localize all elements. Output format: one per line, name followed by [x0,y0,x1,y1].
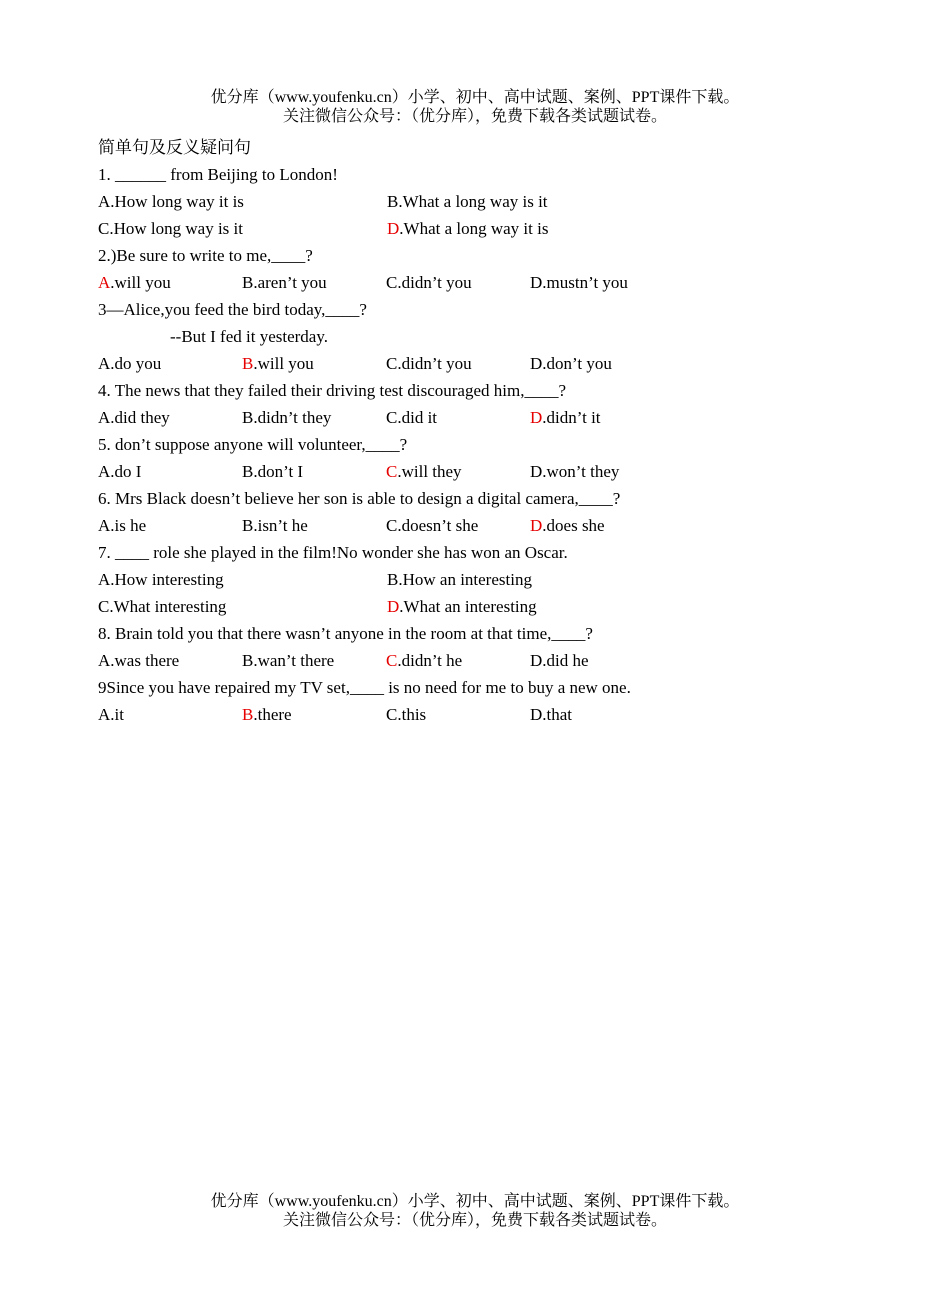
option-letter: A [98,651,111,670]
footer-line-1: 优分库（www.youfenku.cn）小学、初中、高中试题、案例、PPT课件下载。 [210,1193,740,1210]
option-c [386,458,530,485]
option-text: .do I [110,462,142,481]
option-letter: D [530,462,543,481]
option-text: .isn’t he [253,516,308,535]
answer-letter: C [386,651,398,670]
option-row [98,404,858,431]
option-letter: C [386,408,398,427]
answer-letter: B [242,705,254,724]
option-text: .won’t they [542,462,620,481]
option-letter: A [98,354,111,373]
option-letter: C [386,354,398,373]
question-stem: 5. don’t suppose anyone will volunteer,____? [98,435,408,454]
question-stem: 7. ____ role she played in the film!No wonder she has won an Oscar. [98,543,568,562]
option-c [98,215,387,242]
option-letter: D [530,705,543,724]
option-b [387,566,676,593]
option-text: .that [542,705,573,724]
option-d [530,701,674,728]
option-text: .didn’t it [542,408,601,427]
option-letter: B [387,570,399,589]
option-c [98,593,387,620]
option-letter: B [242,273,254,292]
option-row [98,647,858,674]
answer-letter: D [387,219,400,238]
option-b [242,647,386,674]
question-stem: 8. Brain told you that there wasn’t anyone in the room at that time,____? [98,624,593,643]
option-letter: A [98,516,111,535]
option-d [387,215,676,242]
option-text: .did it [397,408,438,427]
footer-line-2: 关注微信公众号：（优分库），免费下载各类试题试卷。 [282,1212,667,1229]
option-text: .aren’t you [253,273,327,292]
option-letter: A [98,192,111,211]
option-d [530,350,674,377]
question-list [98,161,858,728]
option-text: .will they [397,462,462,481]
option-a [98,269,242,296]
answer-letter: D [530,516,543,535]
option-d [530,458,674,485]
option-a [98,458,242,485]
option-d [530,404,674,431]
option-row [98,458,858,485]
option-text: .How long way is it [109,219,243,238]
question-stem: 4. The news that they failed their driving test discouraged him,____? [98,381,567,400]
option-c [386,350,530,377]
question-stem: 9Since you have repaired my TV set,____ is no need for me to buy a new one. [98,678,631,697]
option-text: .was there [110,651,180,670]
option-row [98,566,858,593]
option-c [386,701,530,728]
option-a [98,188,387,215]
question-stem: 6. Mrs Black doesn’t believe her son is able to design a digital camera,____? [98,489,621,508]
option-text: .will you [110,273,171,292]
option-row [98,215,858,242]
option-c [386,647,530,674]
option-b [242,701,386,728]
option-letter: D [530,273,543,292]
option-letter: B [242,651,254,670]
option-a [98,701,242,728]
option-text: .How long way it is [110,192,244,211]
option-text: .doesn’t she [397,516,479,535]
option-text: .did they [110,408,170,427]
answer-letter: B [242,354,254,373]
option-row [98,350,858,377]
option-text: .it [110,705,124,724]
question-stem: 3—Alice,you feed the bird today,____? [98,300,367,319]
option-text: .didn’t they [253,408,332,427]
option-letter: C [386,273,398,292]
option-text: .What a long way it is [399,219,549,238]
option-letter: B [242,462,254,481]
option-letter: C [386,516,398,535]
option-text: .What interesting [109,597,227,616]
header-line-1: 优分库（www.youfenku.cn）小学、初中、高中试题、案例、PPT课件下载。 [210,89,740,106]
question-sheet [98,135,858,728]
option-text: .didn’t he [397,651,463,670]
option-text: .does she [542,516,605,535]
option-letter: B [387,192,399,211]
option-row [98,701,858,728]
option-letter: B [242,516,254,535]
option-a [98,350,242,377]
option-text: .mustn’t you [542,273,628,292]
option-text: .do you [110,354,162,373]
option-text: .didn’t you [397,273,472,292]
header-line-2: 关注微信公众号：（优分库），免费下载各类试题试卷。 [282,108,667,125]
option-letter: A [98,570,111,589]
option-text: .is he [110,516,147,535]
option-text: .How an interesting [398,570,532,589]
option-c [386,404,530,431]
option-letter: C [98,219,110,238]
option-b [242,269,386,296]
option-text: .will you [253,354,314,373]
page-footer [0,1192,950,1230]
option-d [387,593,676,620]
question-reply: --But I fed it yesterday. [170,327,328,346]
option-a [98,404,242,431]
option-letter: A [98,705,111,724]
page-header [0,88,950,126]
option-c [386,269,530,296]
option-letter: A [98,408,111,427]
option-b [387,188,676,215]
option-row [98,269,858,296]
option-letter: B [242,408,254,427]
option-letter: D [530,354,543,373]
option-b [242,350,386,377]
answer-letter: D [530,408,543,427]
option-c [386,512,530,539]
option-text: .How interesting [110,570,224,589]
option-letter: C [386,705,398,724]
option-text: .did he [542,651,589,670]
answer-letter: D [387,597,400,616]
option-row [98,188,858,215]
question-stem: 1. ______ from Beijing to London! [98,165,338,184]
option-d [530,512,674,539]
option-text: .this [397,705,427,724]
option-letter: A [98,462,111,481]
option-row [98,512,858,539]
option-text: .What an interesting [399,597,537,616]
option-letter: D [530,651,543,670]
option-text: .there [253,705,292,724]
option-d [530,647,674,674]
option-b [242,458,386,485]
option-a [98,512,242,539]
option-text: .don’t you [542,354,612,373]
option-d [530,269,674,296]
option-a [98,647,242,674]
question-stem: 2.)Be sure to write to me,____? [98,246,313,265]
answer-letter: C [386,462,398,481]
option-a [98,566,387,593]
option-row [98,593,858,620]
option-letter: C [98,597,110,616]
option-text: .didn’t you [397,354,472,373]
answer-letter: A [98,273,111,292]
section-title: 简单句及反义疑问句 [98,138,251,157]
option-b [242,404,386,431]
option-text: .wan’t there [253,651,335,670]
option-text: .don’t I [253,462,304,481]
option-text: .What a long way is it [398,192,548,211]
option-b [242,512,386,539]
